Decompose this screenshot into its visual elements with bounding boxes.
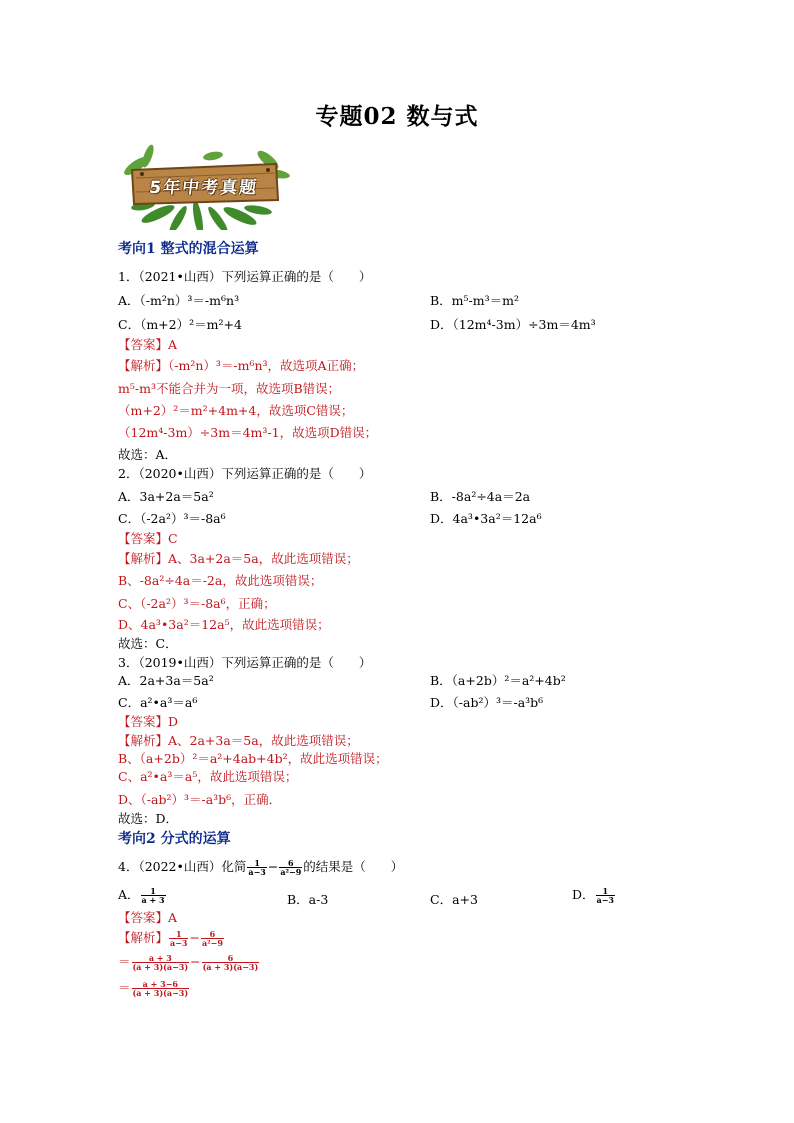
fraction: $\frac{6}{\text{a²−9}}$ <box>280 858 302 877</box>
page-title: 专题02 数与式 <box>315 103 479 130</box>
q1-option-c: C．（m+2）²＝m²+4 <box>118 317 242 332</box>
fraction: $\frac{6}{(a + 3)(a-3)}$ <box>202 953 259 972</box>
section-banner <box>118 144 290 230</box>
q3-option-a: A．2a+3a＝5a² <box>118 673 214 688</box>
q4-answer: 【答案】A <box>118 910 178 925</box>
q4-option-b: B．a-3 <box>287 892 329 907</box>
section-heading-1: 考向1 整式的混合运算 <box>118 241 259 257</box>
q2-option-d: D．4a³•3a²＝12a⁶ <box>430 511 542 526</box>
q2-option-c: C．（-2a²）³＝-8a⁶ <box>118 511 226 526</box>
fraction: $\frac{1}{a + 3}$ <box>141 886 165 905</box>
fraction: $\frac{a + 3-6}{(a + 3)(a-3)}$ <box>132 979 189 998</box>
q2-explanation-line: 【解析】A、3a+2a＝5a，故此选项错误； <box>118 551 359 566</box>
q4-option-c: C．a+3 <box>430 892 478 907</box>
q2-conclusion: 故选：C． <box>118 636 178 651</box>
q3-stem: 3．（2019•山西）下列运算正确的是（ ） <box>118 655 372 670</box>
q2-explanation-line: B、-8a²÷4a＝-2a，故此选项错误； <box>118 573 323 588</box>
q2-option-b: B．-8a²÷4a＝2a <box>430 489 531 504</box>
q3-option-d: D．（-ab²）³＝-a³b⁶ <box>430 695 544 710</box>
q2-explanation-line: C、（-2a²）³＝-8a⁶，正确； <box>118 596 276 611</box>
q2-stem: 2．（2020•山西）下列运算正确的是（ ） <box>118 466 372 481</box>
fraction: $\frac{a + 3}{(a + 3)(a-3)}$ <box>132 953 189 972</box>
q1-stem: 1．（2021•山西）下列运算正确的是（ ） <box>118 269 372 284</box>
q4-stem: 4．（2022•山西）化简 $\frac{1}{a-3}$ − $\frac{6}{\text{a²−9}}$ 的结果是（ ） <box>118 858 404 877</box>
q4-stem-prefix: 4．（2022•山西）化简 <box>118 859 247 874</box>
q1-option-b: B．m⁵-m³＝m² <box>430 293 520 308</box>
section-heading-2: 考向2 分式的运算 <box>118 831 231 847</box>
q4-option-d: D． $\frac{1}{a-3}$ <box>572 886 614 905</box>
q3-option-c: C．a²•a³＝a⁶ <box>118 695 198 710</box>
q2-explanation-line: D、4a³•3a²＝12a⁵，故此选项错误； <box>118 617 330 632</box>
q3-conclusion: 故选：D． <box>118 811 179 826</box>
q2-answer: 【答案】C <box>118 531 178 546</box>
q3-explanation-line: D、（-ab²）³＝-a³b⁶，正确． <box>118 792 282 807</box>
fraction: $\frac{6}{\text{a²−9}}$ <box>201 929 223 948</box>
q4-option-a: A． $\frac{1}{a + 3}$ <box>118 886 165 905</box>
q2-option-a: A．3a+2a＝5a² <box>118 489 214 504</box>
q4-explanation-line: 【解析】 $\frac{1}{a-3}$ − $\frac{6}{\text{a²−9}}$ <box>118 929 223 948</box>
q4-explanation-line: ＝ $\frac{a + 3-6}{(a + 3)(a-3)}$ <box>118 979 189 998</box>
q1-explanation-line: （m+2）²＝m²+4m+4，故选项C错误； <box>118 403 354 418</box>
q1-option-a: A．（-m²n）³＝-m⁶n³ <box>118 293 240 308</box>
q3-explanation-line: C、a²•a³＝a⁵，故此选项错误； <box>118 769 298 784</box>
q4-stem-suffix: 的结果是（ ） <box>303 859 404 874</box>
q3-option-b: B．（a+2b）²＝a²+4b² <box>430 673 566 688</box>
q3-explanation-line: B、（a+2b）²＝a²+4ab+4b²，故此选项错误； <box>118 751 388 766</box>
fraction: $\frac{1}{a-3}$ <box>170 929 188 948</box>
q3-answer: 【答案】D <box>118 714 179 729</box>
q1-explanation-line: m⁵-m³不能合并为一项，故选项B错误； <box>118 381 341 396</box>
q1-explanation-line: （12m⁴-3m）÷3m＝4m³-1，故选项D错误； <box>118 425 378 440</box>
q3-explanation-line: 【解析】A、2a+3a＝5a，故此选项错误； <box>118 733 359 748</box>
banner-text: 5年中考真题 <box>148 178 260 198</box>
fraction: $\frac{1}{a-3}$ <box>596 886 614 905</box>
q1-answer: 【答案】A <box>118 337 178 352</box>
q1-option-d: D．（12m⁴-3m）÷3m＝4m³ <box>430 317 596 332</box>
q4-explanation-line: ＝ $\frac{a + 3}{(a + 3)(a-3)}$ − $\frac{6}{(a + 3)(a-3)}$ <box>118 953 259 972</box>
q1-explanation-line: 【解析】（-m²n）³＝-m⁶n³，故选项A正确； <box>118 358 365 373</box>
q1-conclusion: 故选：A． <box>118 447 178 462</box>
fraction: $\frac{1}{a-3}$ <box>248 858 266 877</box>
